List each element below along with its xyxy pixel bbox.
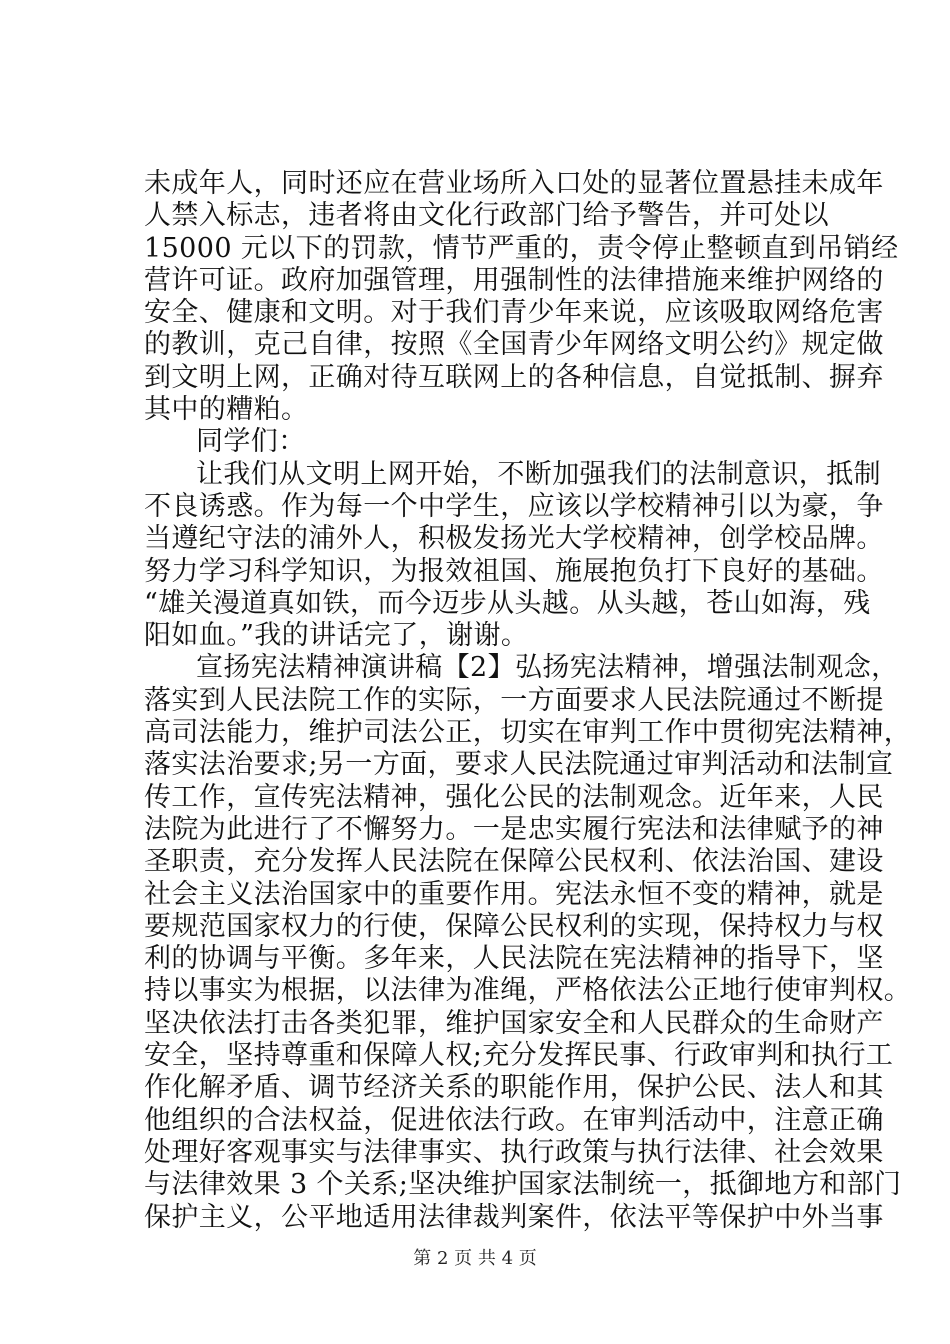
paragraph-start-line: 让我们从文明上网开始，不断加强我们的法制意识，抵制	[196, 458, 881, 490]
text-line: “雄关漫道真如铁，而今迈步从头越。从头越，苍山如海，残	[144, 587, 871, 619]
page-number-footer: 第 2 页 共 4 页	[413, 1248, 537, 1269]
text-line: 要规范国家权力的行使，保障公民权利的实现，保持权力与权	[144, 910, 884, 942]
text-line: 作化解矛盾、调节经济关系的职能作用，保护公民、法人和其	[144, 1072, 884, 1104]
text-line: 不良诱惑。作为每一个中学生，应该以学校精神引以为豪，争	[144, 490, 884, 522]
text-line: 利的协调与平衡。多年来，人民法院在宪法精神的指导下，坚	[144, 943, 884, 975]
text-line: 落实法治要求;另一方面，要求人民法院通过审判活动和法制宣	[144, 749, 894, 781]
text-line: 安全、健康和文明。对于我们青少年来说，应该吸取网络危害	[144, 297, 884, 329]
text-line: 坚决依法打击各类犯罪，维护国家安全和人民群众的生命财产	[144, 1007, 884, 1039]
salutation-line: 同学们：	[196, 426, 306, 458]
document-body	[144, 168, 912, 1234]
text-line: 圣职责，充分发挥人民法院在保障公民权利、依法治国、建设	[144, 846, 884, 878]
text-line: 努力学习科学知识，为报效祖国、施展抱负打下良好的基础。	[144, 555, 884, 587]
text-line: 与法律效果 3 个关系;坚决维护国家法制统一，抵御地方和部门	[144, 1169, 902, 1201]
text-line: 他组织的合法权益，促进依法行政。在审判活动中，注意正确	[144, 1104, 884, 1136]
text-line: 未成年人，同时还应在营业场所入口处的显著位置悬挂未成年	[144, 168, 884, 199]
text-line: 高司法能力，维护司法公正，切实在审判工作中贯彻宪法精神，	[144, 717, 912, 749]
text-line: 法院为此进行了不懈努力。一是忠实履行宪法和法律赋予的神	[144, 813, 884, 845]
text-line: 人禁入标志，违者将由文化行政部门给予警告，并可处以	[144, 200, 829, 232]
text-line: 当遵纪守法的浦外人，积极发扬光大学校精神，创学校品牌。	[144, 523, 884, 555]
text-line: 处理好客观事实与法律事实、执行政策与执行法律、社会效果	[144, 1136, 884, 1168]
text-line: 社会主义法治国家中的重要作用。宪法永恒不变的精神，就是	[144, 878, 884, 910]
text-line: 的教训，克己自律，按照《全国青少年网络文明公约》规定做	[144, 329, 884, 361]
text-line: 其中的糟粕。	[144, 394, 309, 426]
text-line: 落实到人民法院工作的实际，一方面要求人民法院通过不断提	[144, 684, 884, 716]
paragraph-start-line: 宣扬宪法精神演讲稿【2】弘扬宪法精神，增强法制观念，	[196, 652, 899, 684]
text-line: 15000 元以下的罚款，情节严重的，责令停止整顿直到吊销经	[144, 232, 899, 264]
text-line: 阳如血。”我的讲话完了，谢谢。	[144, 620, 529, 652]
text-line: 传工作，宣传宪法精神，强化公民的法制观念。近年来，人民	[144, 781, 884, 813]
text-line: 持以事实为根据，以法律为准绳，严格依法公正地行使审判权。	[144, 975, 912, 1007]
text-line: 到文明上网，正确对待互联网上的各种信息，自觉抵制、摒弃	[144, 361, 884, 393]
text-line: 保护主义，公平地适用法律裁判案件，依法平等保护中外当事	[144, 1201, 884, 1233]
text-line: 安全，坚持尊重和保障人权;充分发挥民事、行政审判和执行工	[144, 1040, 894, 1072]
text-line: 营许可证。政府加强管理，用强制性的法律措施来维护网络的	[144, 264, 884, 296]
